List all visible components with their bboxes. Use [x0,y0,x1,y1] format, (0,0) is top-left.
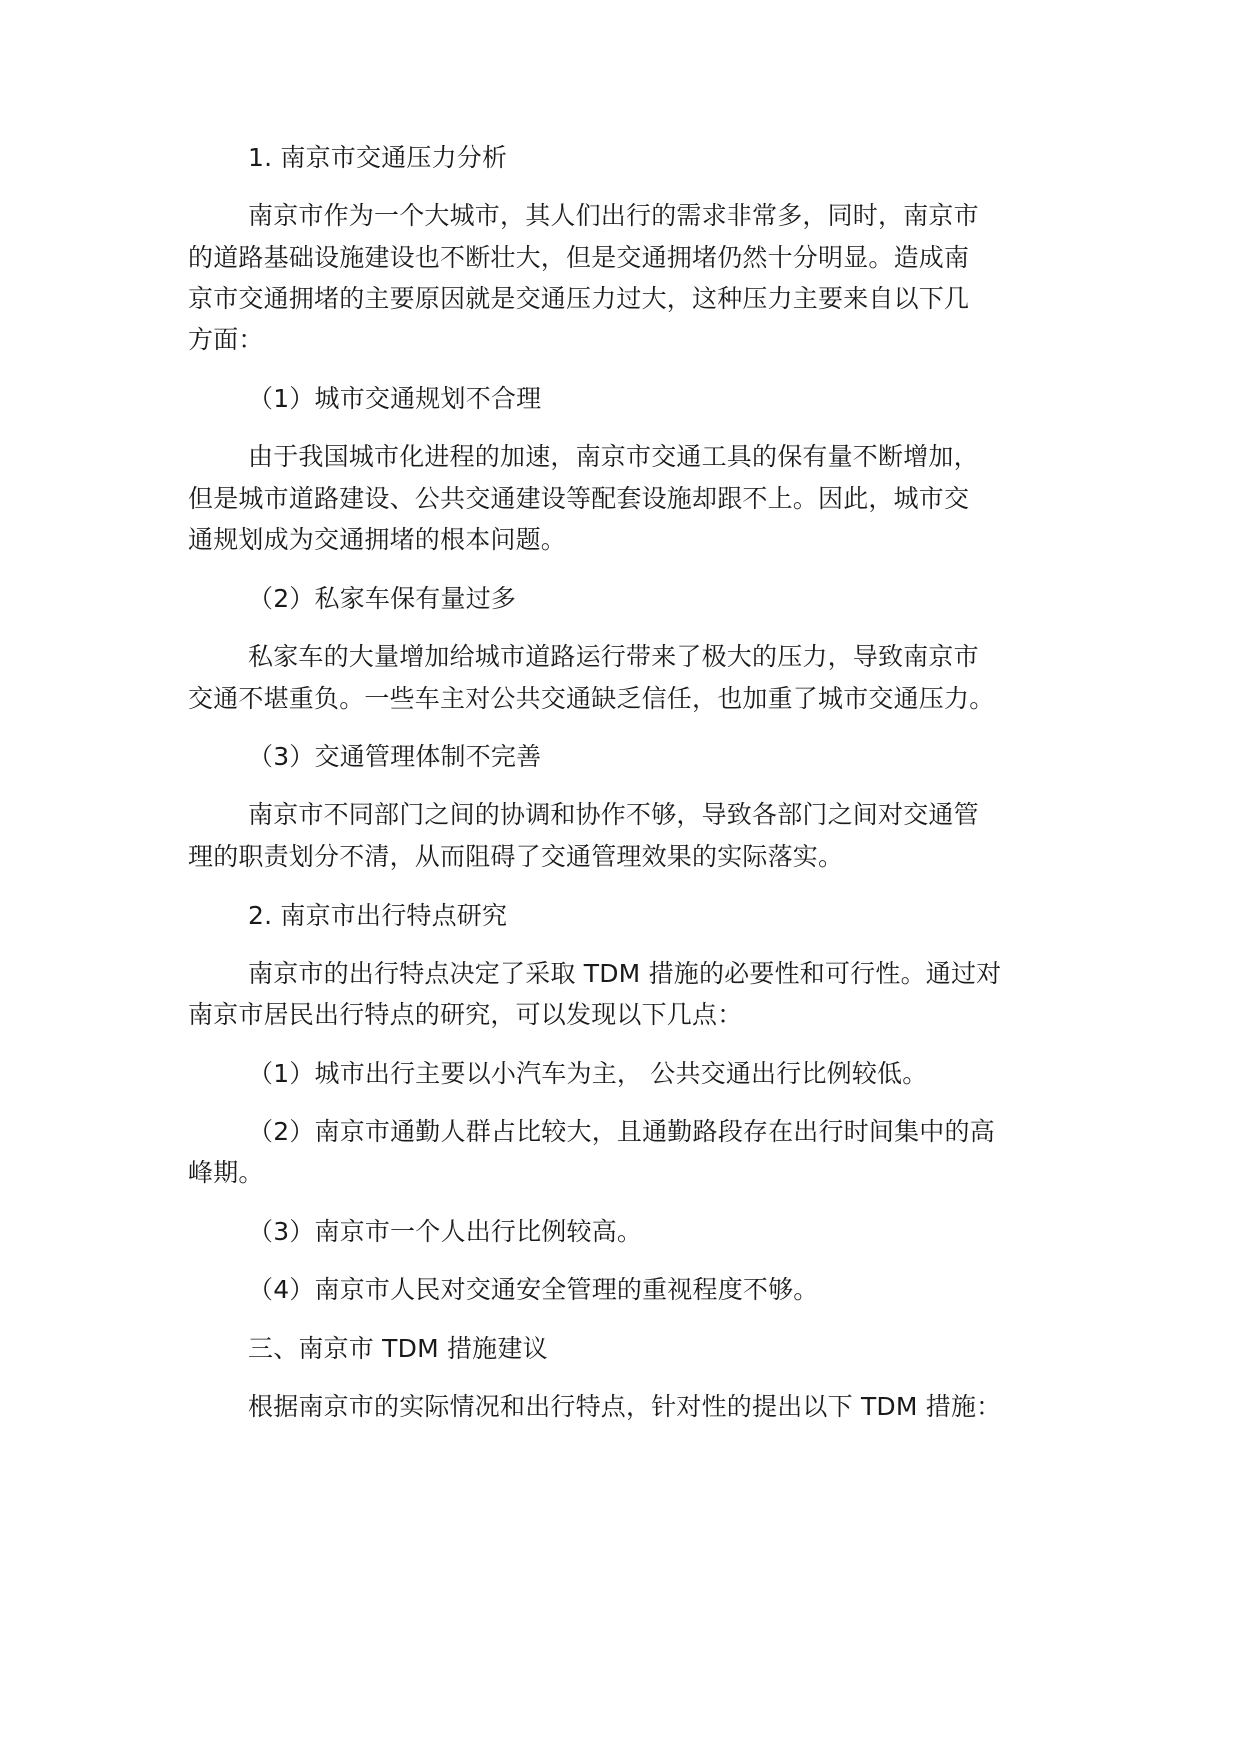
list-item: （3）南京市一个人出行比例较高。 [248,1217,643,1246]
paragraph-line: 南京市居民出行特点的研究，可以发现以下几点： [188,1000,743,1029]
paragraph-line: 根据南京市的实际情况和出行特点，针对性的提出以下 TDM 措施： [248,1392,1002,1421]
section-heading: 1. 南京市交通压力分析 [248,143,508,172]
list-item: （4）南京市人民对交通安全管理的重视程度不够。 [248,1275,819,1304]
paragraph-line: 京市交通拥堵的主要原因就是交通压力过大，这种压力主要来自以下几 [188,284,970,313]
list-item: （2）南京市通勤人群占比较大，且通勤路段存在出行时间集中的高 [248,1117,995,1146]
subsection-heading: （1）城市交通规划不合理 [248,384,542,413]
paragraph-line: 但是城市道路建设、公共交通建设等配套设施却跟不上。因此，城市交 [188,484,970,513]
paragraph-line: 南京市的出行特点决定了采取 TDM 措施的必要性和可行性。通过对 [248,959,1002,988]
paragraph-line: 理的职责划分不清，从而阻碍了交通管理效果的实际落实。 [188,842,844,871]
section-heading: 2. 南京市出行特点研究 [248,901,508,930]
paragraph-line: 私家车的大量增加给城市道路运行带来了极大的压力，导致南京市 [248,642,979,671]
subsection-heading: （3）交通管理体制不完善 [248,742,542,771]
subsection-heading: （2）私家车保有量过多 [248,584,517,613]
paragraph-line: 通规划成为交通拥堵的根本问题。 [188,525,567,554]
section-heading: 三、南京市 TDM 措施建议 [248,1334,548,1363]
paragraph-line: 南京市作为一个大城市，其人们出行的需求非常多，同时，南京市 [248,201,979,230]
paragraph-line: 方面： [188,325,264,354]
list-item-continuation: 峰期。 [188,1158,264,1187]
paragraph-line: 交通不堪重负。一些车主对公共交通缺乏信任，也加重了城市交通压力。 [188,684,995,713]
list-item: （1）城市出行主要以小汽车为主， 公共交通出行比例较低。 [248,1059,928,1088]
paragraph-line: 南京市不同部门之间的协调和协作不够，导致各部门之间对交通管 [248,800,979,829]
paragraph-line: 的道路基础设施建设也不断壮大，但是交通拥堵仍然十分明显。造成南 [188,243,970,272]
paragraph-line: 由于我国城市化进程的加速，南京市交通工具的保有量不断增加， [248,442,979,471]
